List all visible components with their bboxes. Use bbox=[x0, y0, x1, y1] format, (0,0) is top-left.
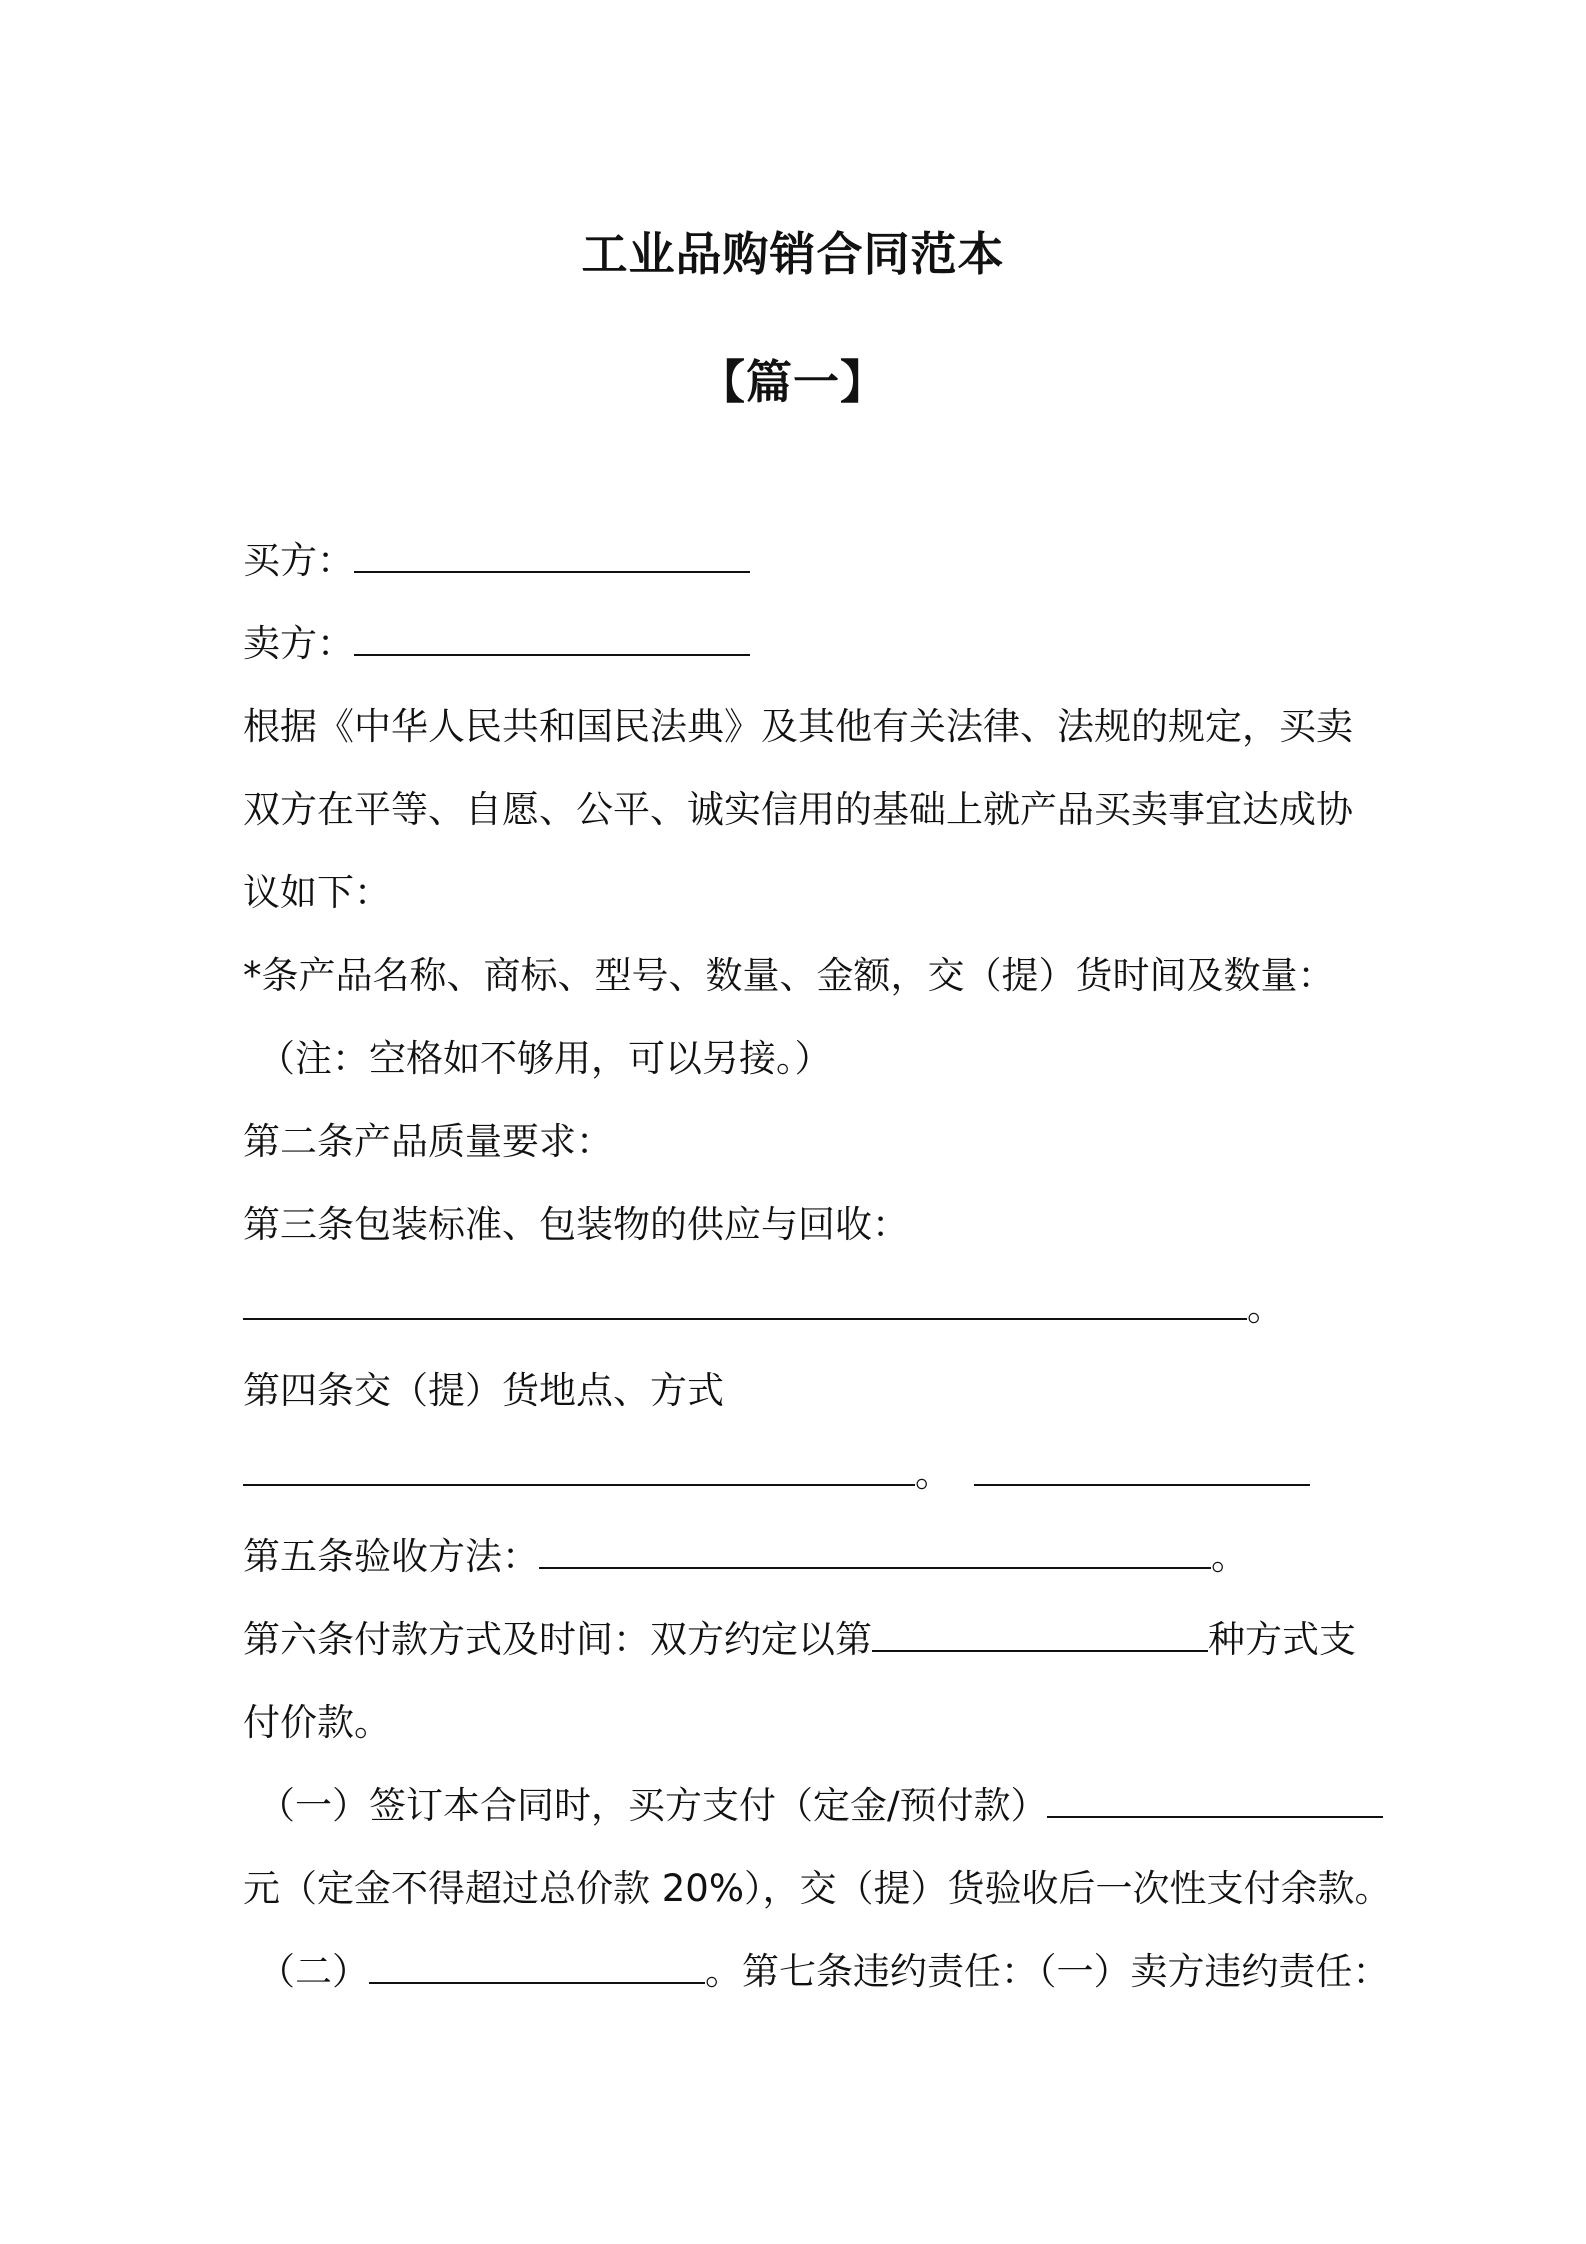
article-1-note: （注：空格如不够用，可以另接。） bbox=[258, 1037, 832, 1080]
buyer-line bbox=[243, 537, 750, 585]
payment-1-continuation: 元（定金不得超过总价款 20%），交（提）货验收后一次性支付余款。 bbox=[243, 1867, 1392, 1910]
article-5-blank[interactable] bbox=[539, 1533, 1211, 1569]
article-4-blank-1[interactable] bbox=[243, 1450, 915, 1486]
article-6-text-a: 第六条付款方式及时间：双方约定以第 bbox=[243, 1618, 872, 1661]
article-5-line bbox=[243, 1533, 1248, 1581]
article-1: *条产品名称、商标、型号、数量、金额，交（提）货时间及数量： bbox=[243, 954, 1335, 997]
article-3-period: 。 bbox=[1247, 1286, 1284, 1329]
document-subtitle: 【篇一】 bbox=[699, 355, 887, 409]
article-6-continuation: 付价款。 bbox=[243, 1701, 391, 1744]
seller-blank[interactable] bbox=[354, 620, 750, 656]
article-3-blank-line bbox=[243, 1284, 1284, 1332]
preamble-line-1: 根据《中华人民共和国民法典》及其他有关法律、法规的规定，买卖 bbox=[243, 705, 1353, 748]
seller-line bbox=[243, 620, 750, 668]
article-6-text-b: 种方式支 bbox=[1208, 1618, 1356, 1661]
article-2: 第二条产品质量要求： bbox=[243, 1120, 613, 1163]
buyer-label: 买方： bbox=[243, 539, 354, 582]
article-4-blank-line bbox=[243, 1450, 1310, 1498]
seller-label: 卖方： bbox=[243, 622, 354, 665]
payment-2-blank[interactable] bbox=[369, 1948, 705, 1984]
preamble-line-2: 双方在平等、自愿、公平、诚实信用的基础上就产品买卖事宜达成协 bbox=[243, 788, 1353, 831]
article-3: 第三条包装标准、包装物的供应与回收： bbox=[243, 1203, 909, 1246]
article-6-line bbox=[243, 1616, 1356, 1664]
preamble-line-3: 议如下： bbox=[243, 871, 391, 914]
article-4-blank-2[interactable] bbox=[974, 1450, 1310, 1486]
article-5-period: 。 bbox=[1211, 1535, 1248, 1578]
buyer-blank[interactable] bbox=[354, 537, 750, 573]
article-4-period: 。 bbox=[915, 1452, 952, 1495]
payment-2-line bbox=[258, 1948, 1390, 1996]
article-3-blank[interactable] bbox=[243, 1284, 1247, 1320]
article-5-label: 第五条验收方法： bbox=[243, 1535, 539, 1578]
article-6-blank[interactable] bbox=[872, 1616, 1208, 1652]
article-4: 第四条交（提）货地点、方式 bbox=[243, 1369, 724, 1412]
payment-2-text: 。第七条违约责任：（一）卖方违约责任： bbox=[705, 1950, 1390, 1993]
payment-2-label: （二） bbox=[258, 1950, 369, 1993]
payment-1-blank[interactable] bbox=[1047, 1782, 1383, 1818]
payment-1-text: （一）签订本合同时，买方支付（定金/预付款） bbox=[258, 1784, 1048, 1827]
document-title: 工业品购销合同范本 bbox=[581, 227, 1005, 281]
payment-1-line bbox=[258, 1782, 1383, 1830]
